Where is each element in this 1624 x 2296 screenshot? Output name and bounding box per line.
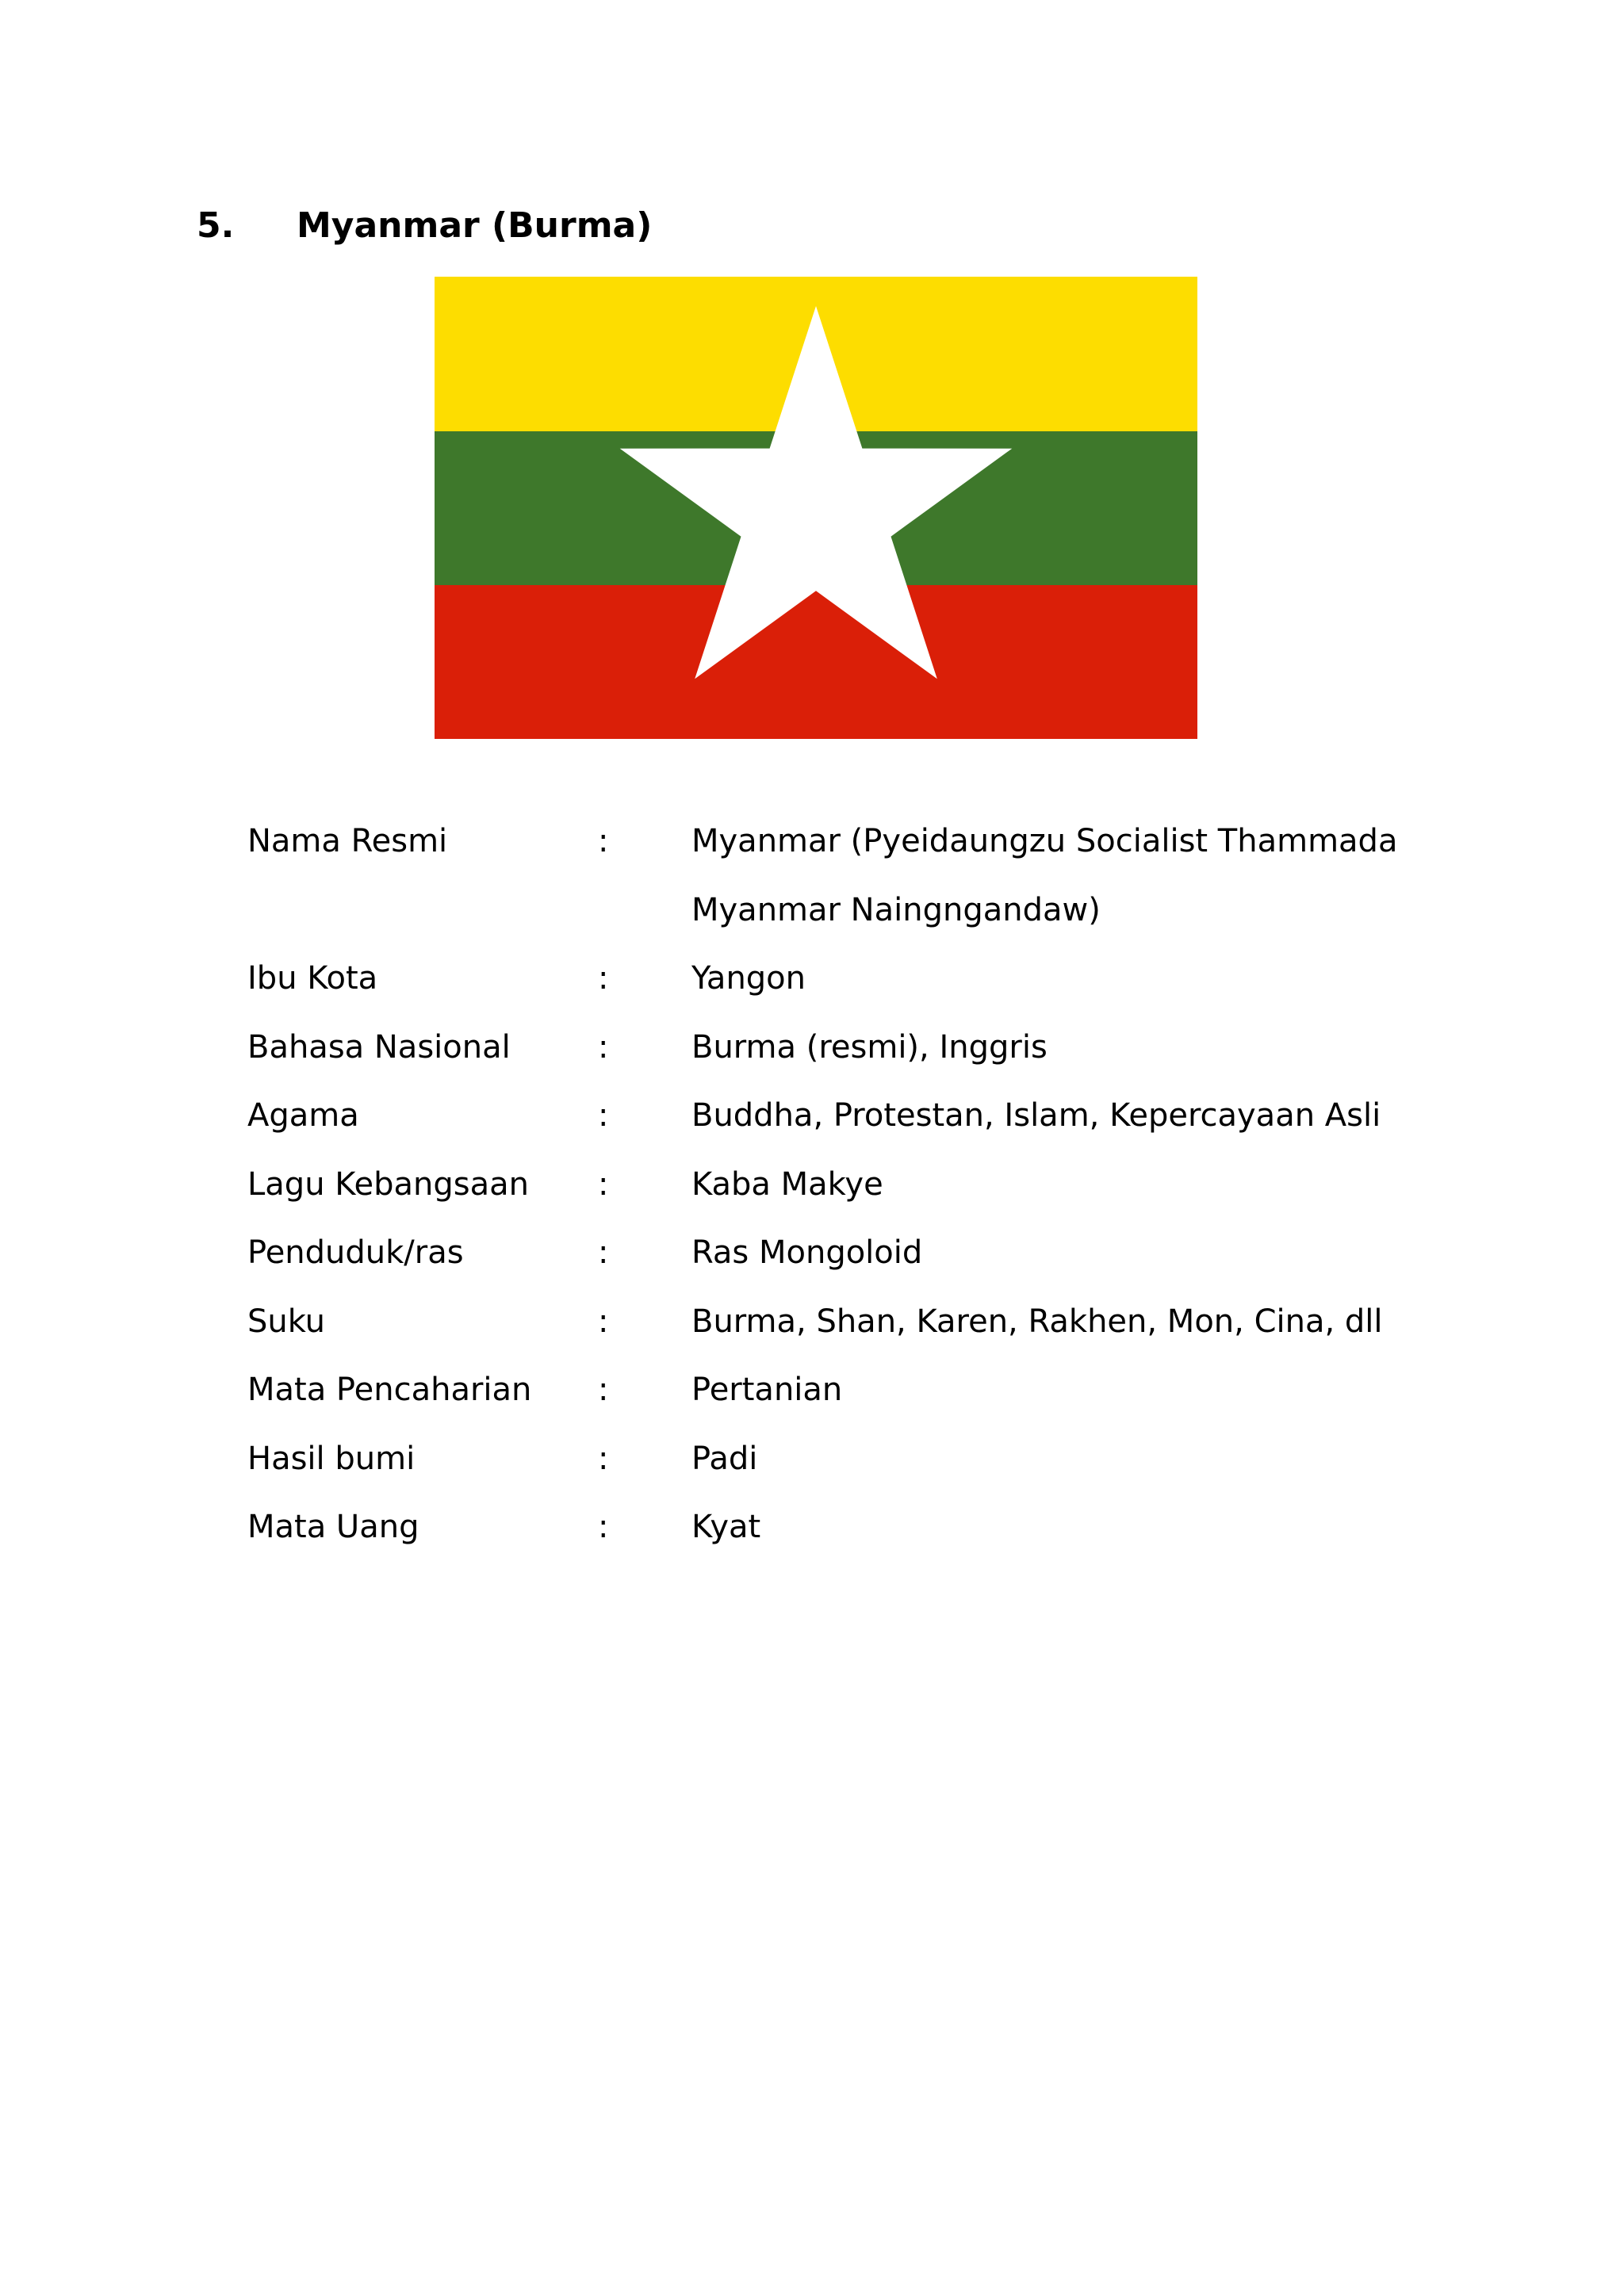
info-separator: : (598, 1234, 609, 1271)
info-label: Ibu Kota (247, 960, 378, 997)
section-title: Myanmar (Burma) (297, 205, 653, 246)
info-label: Mata Pencaharian (247, 1372, 532, 1408)
info-label: Penduduk/ras (247, 1234, 464, 1271)
info-separator: : (598, 1303, 609, 1340)
info-label: Suku (247, 1303, 326, 1340)
info-row (247, 944, 1421, 1013)
info-separator: : (598, 1509, 609, 1545)
info-separator: : (598, 1097, 609, 1134)
flag-stripe-red (435, 585, 1197, 739)
info-separator: : (598, 1028, 609, 1066)
info-label: Lagu Kebangsaan (247, 1165, 529, 1203)
info-row (247, 1081, 1421, 1150)
info-value: Kaba Makye (691, 1165, 883, 1203)
info-value: Myanmar (Pyeidaungzu Socialist Thammada Myanmar Naingngandaw) (691, 823, 1398, 928)
info-label: Nama Resmi (247, 823, 448, 859)
info-separator: : (598, 1440, 609, 1477)
info-value: Ras Mongoloid (691, 1234, 923, 1271)
myanmar-flag (435, 277, 1197, 739)
info-row (247, 1219, 1421, 1288)
info-value: Pertanian (691, 1372, 843, 1408)
section-heading (197, 202, 652, 250)
info-label: Agama (247, 1097, 359, 1134)
info-value: Buddha, Protestan, Islam, Kepercayaan Asli (691, 1097, 1381, 1134)
country-info-table (247, 807, 1421, 1562)
info-separator: : (598, 823, 609, 859)
info-value: Burma (resmi), Inggris (691, 1028, 1048, 1066)
info-row (247, 1493, 1421, 1562)
info-value: Kyat (691, 1509, 761, 1545)
info-row (247, 1425, 1421, 1494)
info-row (247, 1150, 1421, 1219)
info-value: Yangon (691, 960, 806, 997)
info-separator: : (598, 960, 609, 997)
info-row (247, 1013, 1421, 1082)
info-row (247, 1356, 1421, 1425)
section-number: 5. (197, 205, 235, 246)
info-row (247, 1288, 1421, 1357)
info-value: Padi (691, 1440, 758, 1477)
info-label: Mata Uang (247, 1509, 419, 1545)
info-label: Hasil bumi (247, 1440, 416, 1477)
info-value: Burma, Shan, Karen, Rakhen, Mon, Cina, dll (691, 1303, 1383, 1340)
info-separator: : (598, 1372, 609, 1408)
info-label: Bahasa Nasional (247, 1028, 511, 1066)
info-row (247, 807, 1421, 944)
info-separator: : (598, 1165, 609, 1203)
